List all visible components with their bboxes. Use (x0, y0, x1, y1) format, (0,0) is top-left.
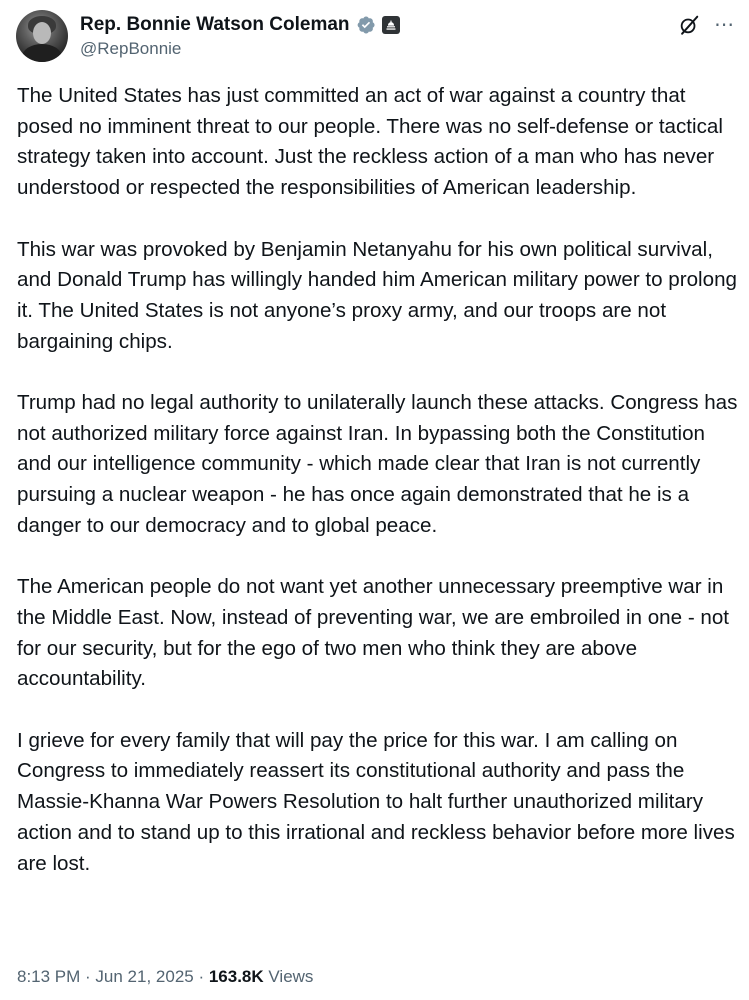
capitol-icon (385, 19, 397, 31)
meta-separator: · (193, 967, 209, 986)
post-text (17, 81, 742, 910)
author-handle[interactable]: @RepBonnie (80, 39, 182, 58)
post-header (16, 10, 400, 62)
post-time[interactable]: 8:13 PM (17, 967, 81, 986)
top-actions (678, 14, 735, 36)
post-paragraph: Trump had no legal authority to unilaterally launch these attacks. Congress has not authorized military force against Iran. In bypassing both the Constitution and our intelligence community - which made clear that Iran is not currently pursuing a nuclear weapon - he has once again demonstrated that he is a danger to our democracy and to global peace. (17, 391, 738, 537)
name-row (80, 13, 400, 37)
grok-icon[interactable] (678, 14, 700, 36)
avatar-shoulders (22, 44, 62, 62)
post-meta (17, 967, 313, 987)
verified-badge-icon[interactable] (356, 15, 376, 35)
post-paragraph: The United States has just committed an act of war against a country that posed no imminent threat to our people. There was no self-defense or tactical strategy taken into account. Just the reckless action of a man who has never understood or respected the responsibilities of American leadership. (17, 84, 723, 200)
views-label: Views (263, 967, 314, 986)
government-badge-icon[interactable] (382, 16, 400, 34)
author-display-name[interactable]: Rep. Bonnie Watson Coleman (80, 14, 350, 35)
meta-separator: · (80, 967, 96, 986)
views-count[interactable]: 163.8K (208, 967, 264, 986)
post-paragraph: I grieve for every family that will pay the price for this war. I am calling on Congress to immediately reassert its constitutional authority and pass the Massie-Khanna War Powers Resolution to halt further unauthorized military action and to stand up to this irrational and reckless behavior before more lives are lost. (17, 728, 735, 875)
author-identity (80, 13, 400, 59)
avatar[interactable] (16, 10, 68, 62)
post-date[interactable]: Jun 21, 2025 (95, 967, 194, 986)
avatar-face (33, 22, 51, 44)
post-paragraph: This war was provoked by Benjamin Netanyahu for his own political survival, and Donald Trump has willingly handed him American military power to prolong it. The United States is not anyone’s proxy army, and our troops are not bargaining chips. (17, 237, 737, 353)
post-paragraph: The American people do not want yet another unnecessary preemptive war in the Middle East. Now, instead of preventing war, we are embroiled in one - not for our security, but for the ego of two men who think they are above accountability. (17, 575, 730, 691)
more-options-icon[interactable]: ⋯ (714, 14, 735, 36)
